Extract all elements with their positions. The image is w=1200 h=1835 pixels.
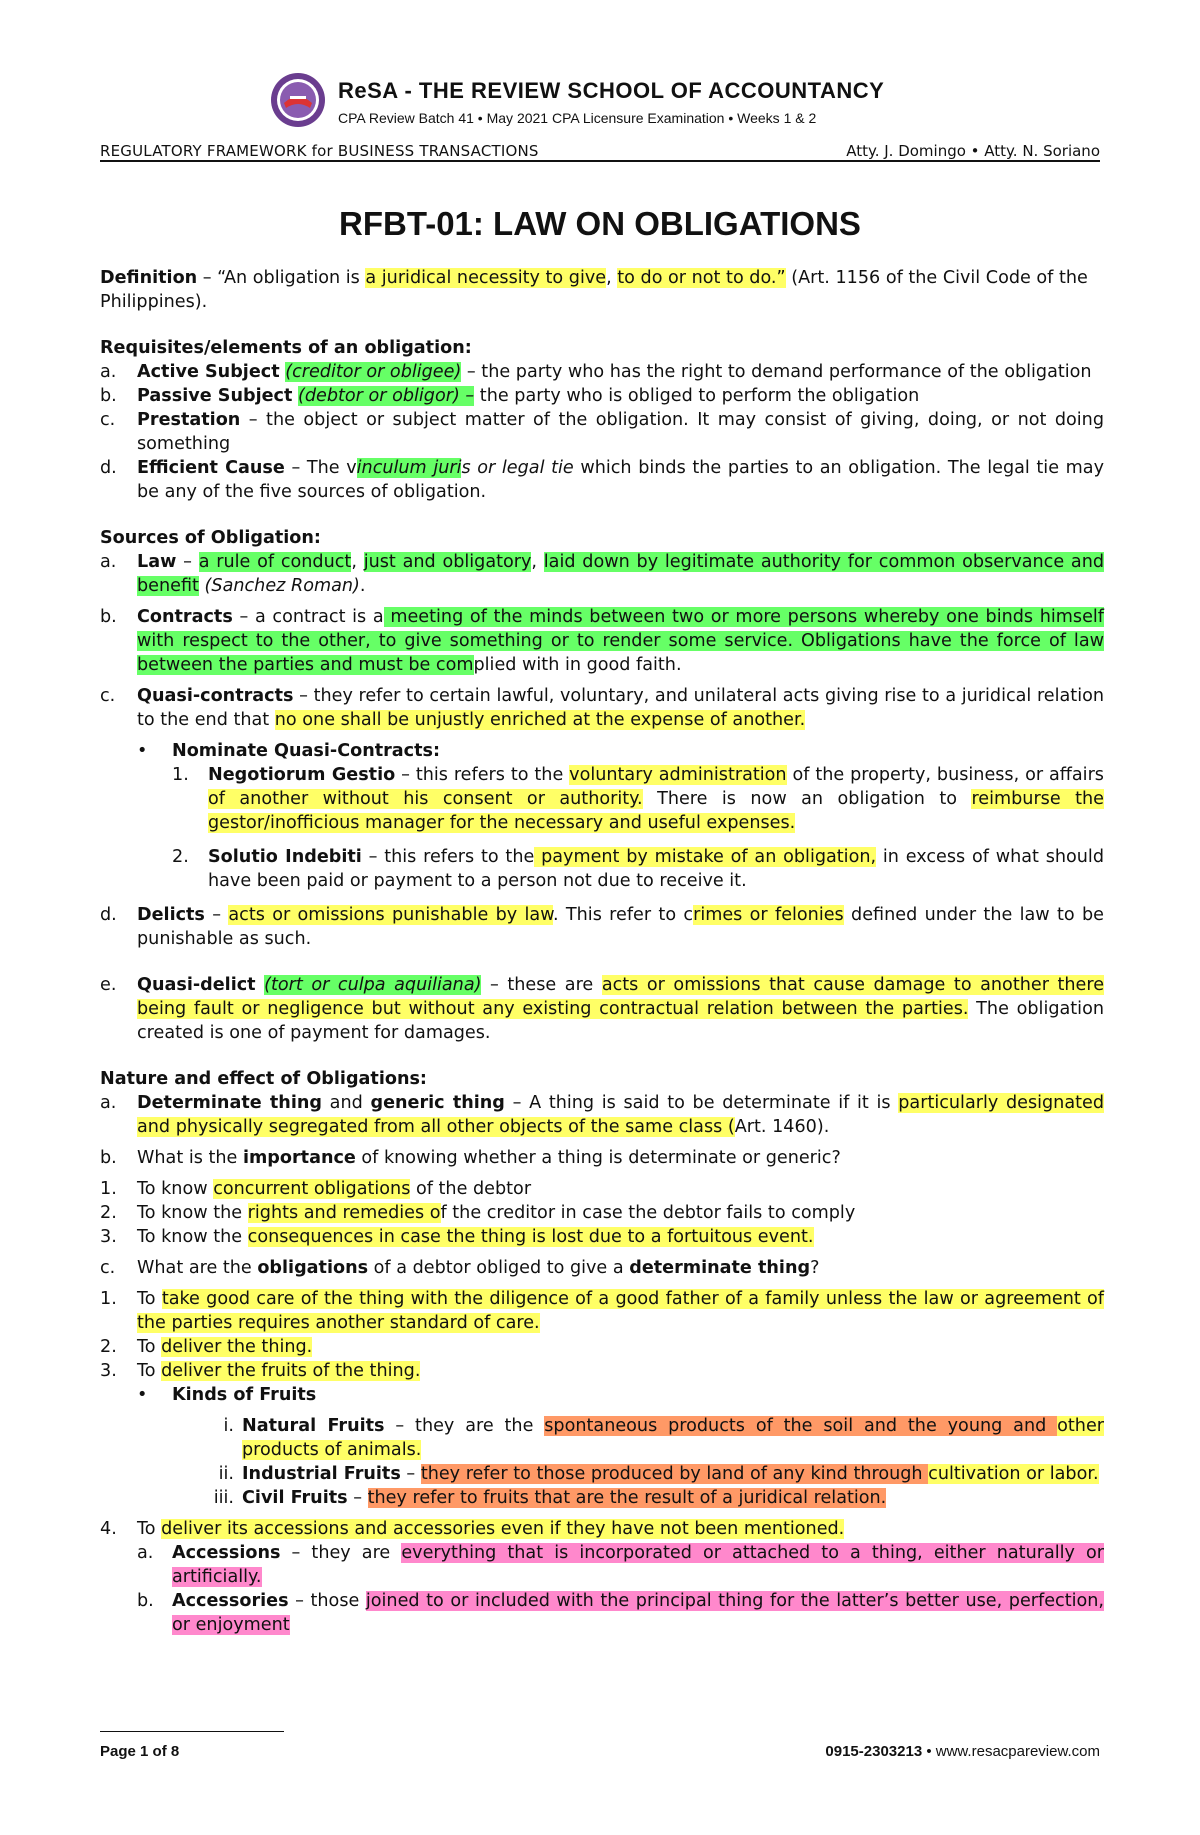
document-body <box>100 266 1104 1637</box>
footer-rule <box>100 1731 284 1732</box>
list-item: 2. Solutio Indebiti – this refers to the payment by mistake of an obligation, in excess of what should have been paid or payment to a person not due to receive it. <box>172 847 1104 891</box>
phone-number: 0915-2303213 <box>825 1743 923 1760</box>
list-item: 1. To take good care of the thing with the diligence of a good father of a family unless the law or agreement of the parties requires another standard of care. <box>100 1289 1104 1333</box>
list-item: c. Quasi-contracts – they refer to certain lawful, voluntary, and unilateral acts giving rise to a juridical relation to the end that no one shall be unjustly enriched at the expense of another. <box>100 686 1104 730</box>
list-item: 3. To know the consequences in case the thing is lost due to a fortuitous event. <box>100 1227 814 1247</box>
list-item: • Kinds of Fruits <box>137 1385 317 1405</box>
list-item: c. What are the obligations of a debtor obliged to give a determinate thing? <box>100 1258 820 1278</box>
list-item: iii. Civil Fruits – they refer to fruits that are the result of a juridical relation. <box>213 1488 887 1508</box>
list-item: ii. Industrial Fruits – they refer to those produced by land of any kind through cultivation or labor. <box>218 1464 1099 1484</box>
list-item: 4. To deliver its accessions and accessories even if they have not been mentioned. <box>100 1519 845 1539</box>
list-item: b. Contracts – a contract is a meeting of the minds between two or more persons whereby one binds himself with respect to the other, to give something or to render some service. Obligations have the force of law between the parties and must be complied with in good faith. <box>100 607 1105 675</box>
list-item: 2. To deliver the thing. <box>100 1337 313 1357</box>
list-item: 3. To deliver the fruits of the thing. <box>100 1361 421 1381</box>
subject-line: REGULATORY FRAMEWORK for BUSINESS TRANSACTIONS <box>100 142 539 160</box>
sources-heading: Sources of Obligation: <box>100 528 321 548</box>
list-item: c. Prestation – the object or subject matter of the obligation. It may consist of giving, doing, or not doing something <box>100 410 1104 454</box>
list-item: • Nominate Quasi-Contracts: <box>137 741 441 761</box>
list-item: d. Delicts – acts or omissions punishable by law. This refer to crimes or felonies defined under the law to be punishable as such. <box>100 905 1104 949</box>
list-item: 2. To know the rights and remedies of the creditor in case the debtor fails to comply <box>100 1203 856 1223</box>
list-item: i. Natural Fruits – they are the spontaneous products of the soil and the young and other products of animals. <box>223 1416 1104 1460</box>
definition-paragraph: Definition – “An obligation is a juridical necessity to give, to do or not to do.” (Art. 1156 of the Civil Code of the Philippines). <box>100 268 1088 312</box>
page-number: Page 1 of 8 <box>100 1743 180 1760</box>
list-item: b. What is the importance of knowing whether a thing is determinate or generic? <box>100 1148 841 1168</box>
nature-heading: Nature and effect of Obligations: <box>100 1069 427 1089</box>
list-item: a. Active Subject (creditor or obligee) – the party who has the right to demand performance of the obligation <box>100 362 1092 382</box>
list-item: b. Accessories – those joined to or included with the principal thing for the latter’s better use, perfection, or enjoyment <box>137 1591 1105 1635</box>
header-rule <box>100 160 1100 162</box>
footer-contact: 0915-2303213 • www.resacpareview.com <box>825 1743 1100 1760</box>
list-item: e. Quasi-delict (tort or culpa aquiliana) – these are acts or omissions that cause damage to another there being fault or negligence but without any existing contractual relation between the parties. The obligation created is one of payment for damages. <box>100 975 1105 1043</box>
list-item: b. Passive Subject (debtor or obligor) – the party who is obliged to perform the obligation <box>100 386 920 406</box>
authors-line: Atty. J. Domingo • Atty. N. Soriano <box>846 142 1100 160</box>
page-title: RFBT-01: LAW ON OBLIGATIONS <box>339 205 861 242</box>
list-item: a. Law – a rule of conduct, just and obligatory, laid down by legitimate authority for common observance and benefit (Sanchez Roman). <box>100 552 1105 596</box>
website-link[interactable]: www.resacpareview.com <box>935 1743 1100 1760</box>
resa-logo-icon <box>270 72 326 128</box>
requisites-heading: Requisites/elements of an obligation: <box>100 338 472 358</box>
list-item: a. Determinate thing and generic thing – A thing is said to be determinate if it is particularly designated and physically segregated from all other objects of the same class (Art. 1460). <box>100 1093 1104 1137</box>
list-item: d. Efficient Cause – The vinculum juris or legal tie which binds the parties to an obligation. The legal tie may be any of the five sources of obligation. <box>100 458 1104 502</box>
school-name: ReSA - THE REVIEW SCHOOL OF ACCOUNTANCY <box>338 78 885 103</box>
list-item: 1. To know concurrent obligations of the debtor <box>100 1179 532 1199</box>
header-subtitle: CPA Review Batch 41 • May 2021 CPA Licensure Examination • Weeks 1 & 2 <box>338 110 817 126</box>
list-item: a. Accessions – they are everything that is incorporated or attached to a thing, either naturally or artificially. <box>137 1543 1105 1587</box>
list-item: 1. Negotiorum Gestio – this refers to the voluntary administration of the property, business, or affairs of another without his consent or authority. There is now an obligation to reimburse the gestor/inofficious manager for the necessary and useful expenses. <box>172 765 1104 833</box>
